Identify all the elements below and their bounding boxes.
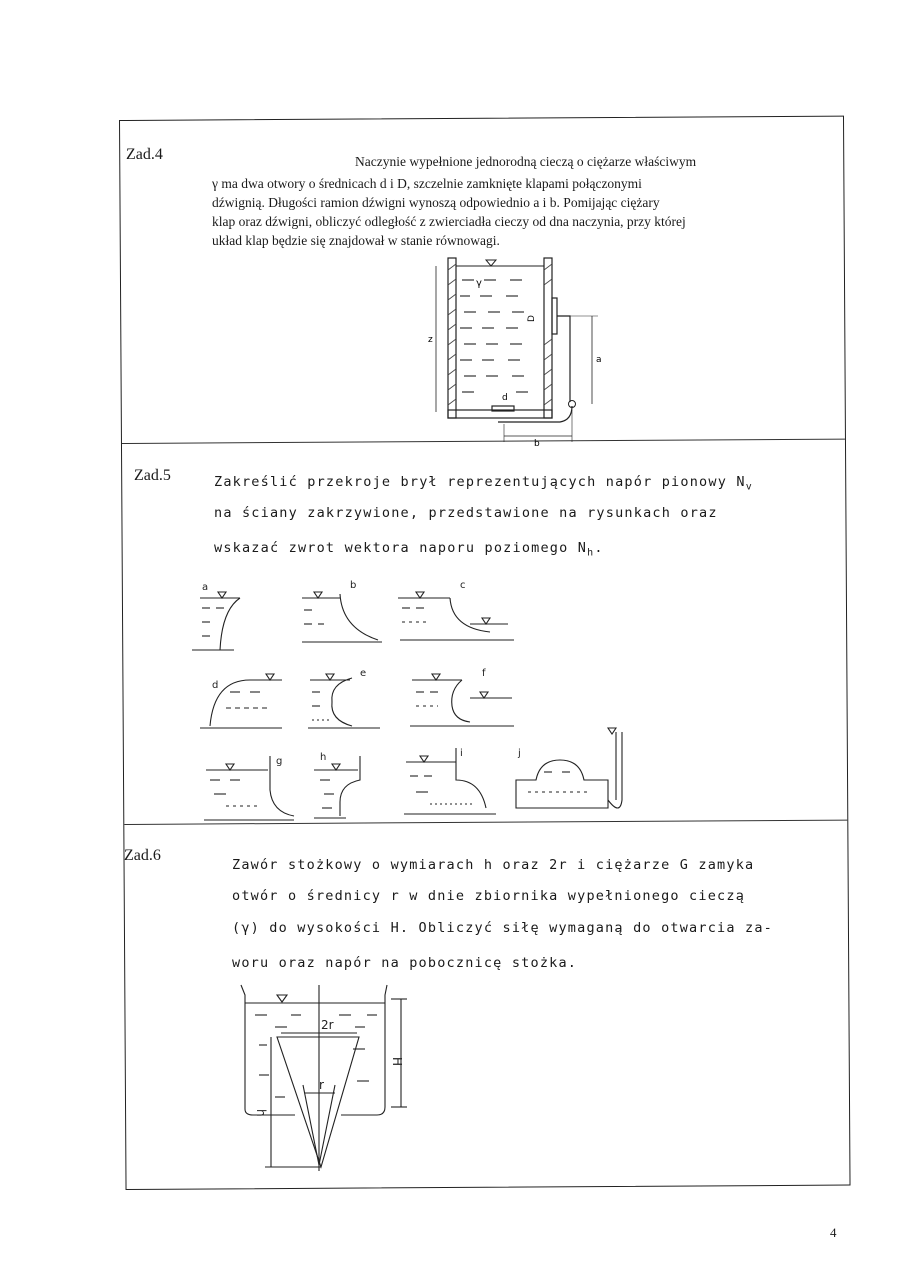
zad5-line-1-text: Zakreślić przekroje brył reprezentujących napór pionowy N — [214, 474, 746, 490]
cone — [277, 1037, 359, 1167]
zad4-line-3: dźwignią. Długości ramion dźwigni wynoszą odpowiednio a i b. Pomijając ciężary — [212, 195, 660, 210]
dim-z-label: z — [428, 335, 433, 345]
panel-label-a: a — [202, 582, 209, 593]
dim-b-label: b — [534, 439, 540, 449]
zad4-figure — [420, 250, 620, 450]
zad5-line-3: wskazać zwrot wektora naporu poziomego $N_h$. — [214, 540, 604, 559]
panel-label-g: g — [276, 756, 283, 767]
zad5-line-3-text: wskazać zwrot wektora naporu poziomego N — [214, 540, 588, 556]
zad4-line-2: γ ma dwa otwory o średnicach d i D, szczelnie zamknięte klapami połączonymi — [212, 176, 642, 191]
zad4-label: Zad.4 — [126, 146, 163, 163]
panel-i — [404, 748, 496, 814]
panel-label-j: j — [518, 748, 521, 759]
panel-label-f: f — [482, 668, 486, 679]
zad4-line-5: układ klap będzie się znajdował w stanie równowagi. — [212, 233, 500, 248]
panel-label-h: h — [320, 752, 327, 763]
panel-f — [410, 674, 514, 726]
zad5-subscript-v: v — [745, 481, 753, 493]
panel-label-b: b — [350, 580, 357, 591]
zad6-label: Zad.6 — [124, 847, 161, 864]
zad5-line-2: na ściany zakrzywione, przedstawione na rysunkach oraz — [214, 505, 718, 521]
page-number: 4 — [830, 1225, 837, 1240]
zad5-label: Zad.5 — [134, 467, 171, 484]
panel-label-e: e — [360, 668, 367, 679]
panel-label-i: i — [460, 748, 463, 759]
zad6-figure — [235, 985, 415, 1175]
panel-b — [302, 592, 382, 642]
surface-triangle — [277, 995, 287, 1002]
zad5-line-1 — [214, 474, 753, 493]
panel-label-d: d — [212, 680, 219, 691]
panel-c — [398, 592, 514, 640]
zad6-line-4: woru oraz napór na pobocznicę stożka. — [232, 955, 578, 971]
zad5-subscript-h: h — [587, 547, 595, 559]
panel-a — [192, 592, 240, 650]
flap-d-label: d — [502, 393, 508, 403]
panel-j — [516, 728, 622, 808]
zad6-line-1: Zawór stożkowy o wymiarach h oraz 2r i ciężarze G zamyka — [232, 857, 755, 873]
tank-outline — [241, 985, 387, 1115]
dim-r-label: r — [319, 1078, 324, 1092]
surface-triangle — [486, 260, 496, 266]
zad4-line-4: klap oraz dźwigni, obliczyć odległość z zwierciadła cieczy od dna naczynia, przy której — [212, 214, 686, 229]
flap-D-label: D — [527, 315, 537, 322]
zad4-line-1: Naczynie wypełnione jednorodną cieczą o ciężarze właściwym — [355, 154, 697, 169]
gamma-symbol: γ — [476, 278, 482, 289]
zad5-figures — [190, 580, 650, 830]
side-flap — [552, 298, 557, 334]
dim-h-label: h — [254, 1109, 268, 1117]
dim-2r-label: 2r — [321, 1018, 334, 1032]
panel-h — [314, 756, 360, 818]
panel-label-c: c — [460, 580, 466, 591]
dim-H-label: H — [390, 1057, 404, 1067]
zad6-line-2: otwór o średnicy r w dnie zbiornika wypełnionego cieczą — [232, 888, 746, 904]
dim-a-label: a — [596, 355, 602, 365]
liquid-dashes — [460, 280, 528, 392]
wall-hatch — [448, 264, 552, 405]
panel-e — [308, 674, 380, 728]
zad6-line-3: (γ) do wysokości H. Obliczyć siłę wymaganą do otwarcia za- — [232, 920, 774, 936]
